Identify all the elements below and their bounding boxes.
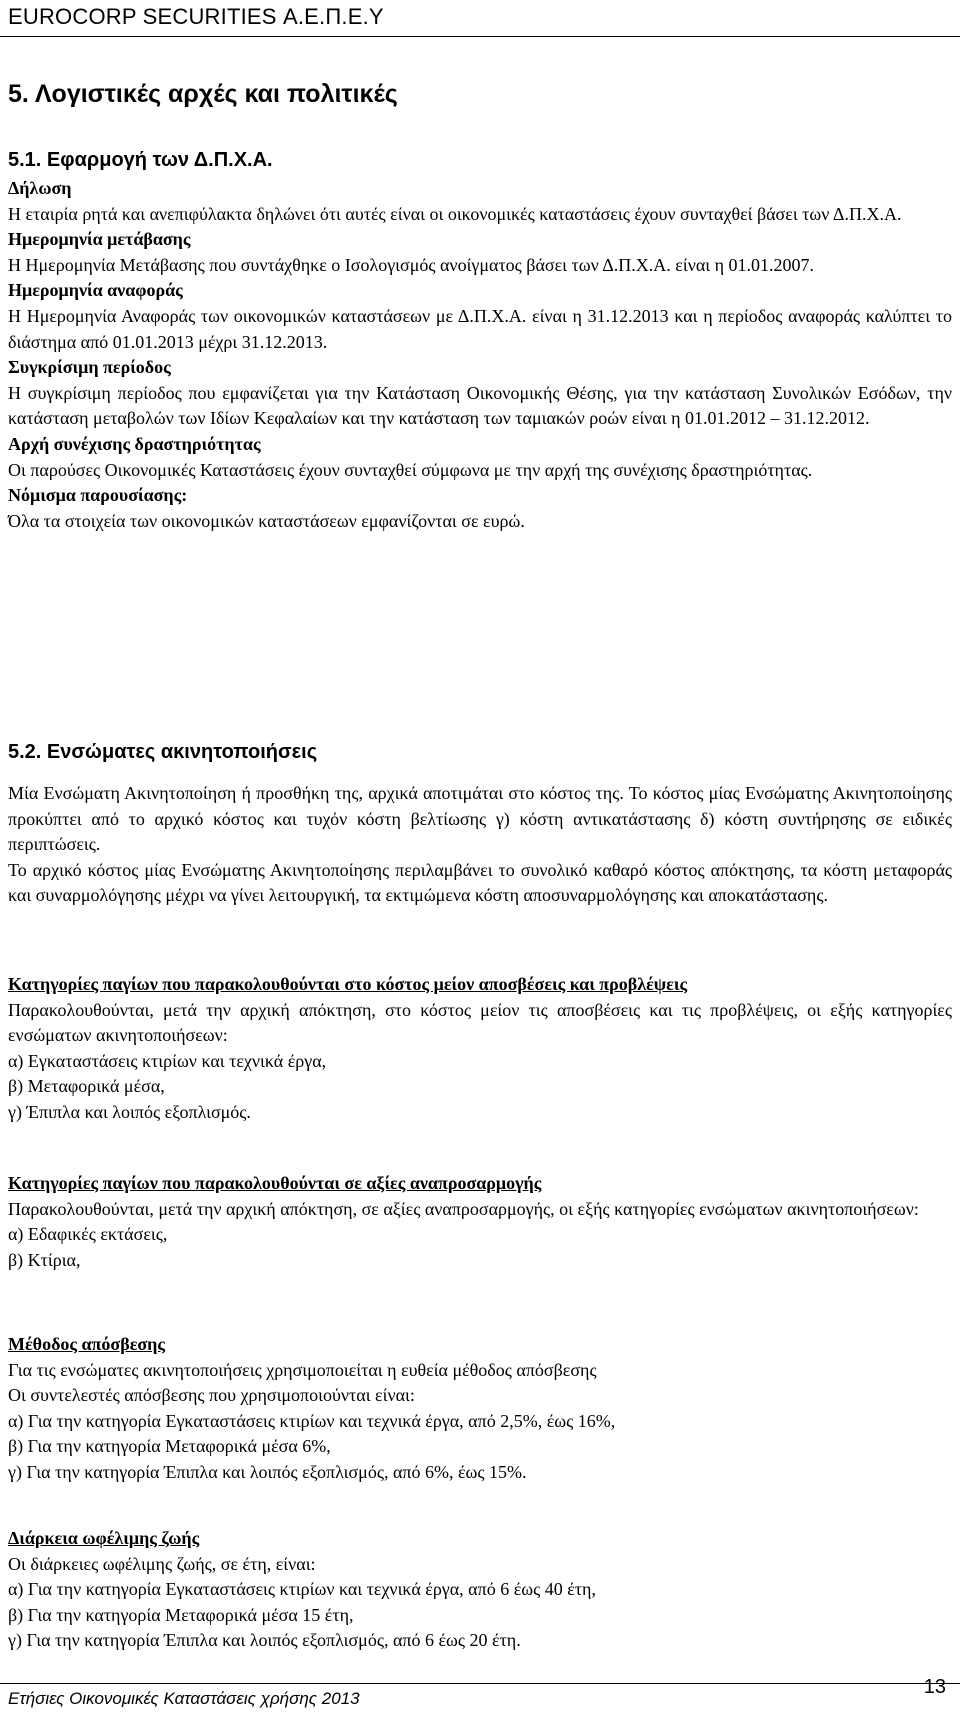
revaluation-item: β) Κτίρια,: [8, 1249, 81, 1270]
depreciation-heading: Μέθοδος απόσβεσης: [8, 1334, 165, 1354]
useful-life-intro: Οι διάρκειες ωφέλιμης ζωής, σε έτη, είναι:: [8, 1553, 316, 1574]
comparative-text: Η συγκρίσιμη περίοδος που εμφανίζεται για την Κατάσταση Οικονομικής Θέσης, για την κατάσταση Συνολικών Εσόδων, την κατάσταση μεταβολών των Ιδίων Κεφαλαίων και την κατάσταση των ταμιακών ροών είναι η 01.01.2012 – 31.12.2012.: [8, 382, 952, 429]
declaration-block: [8, 176, 952, 534]
revaluation-intro: Παρακολουθούνται, μετά την αρχική απόκτηση, σε αξίες αναπροσαρμογής, οι εξής κατηγορίες ενσώματων ακινητοποιήσεων:: [8, 1198, 919, 1219]
transition-text: Η Ημερομηνία Μετάβασης που συντάχθηκε ο Ισολογισμός ανοίγματος βάσει των Δ.Π.Χ.Α. είναι η 01.01.2007.: [8, 254, 815, 275]
cost-model-item: α) Εγκαταστάσεις κτιρίων και τεχνικά έργα,: [8, 1050, 327, 1071]
depreciation-item: γ) Για την κατηγορία Έπιπλα και λοιπός εξοπλισμός, από 6%, έως 15%.: [8, 1461, 527, 1482]
useful-life-item: β) Για την κατηγορία Μεταφορικά μέσα 15 έτη,: [8, 1604, 354, 1625]
tangible-para-2: Το αρχικό κόστος μίας Ενσώματης Ακινητοποίησης περιλαμβάνει το συνολικό καθαρό κόστος απόκτησης, τα κόστη μεταφοράς και συναρμολόγησης μέχρι να γίνει λειτουργική, τα εκτιμώμενα κόστη αποσυναρμολόγησης και αποκατάστασης.: [8, 859, 952, 906]
revaluation-item: α) Εδαφικές εκτάσεις,: [8, 1224, 168, 1245]
footer-rule: [0, 1683, 960, 1684]
header-rule: [0, 36, 960, 37]
depreciation-line-1: Για τις ενσώματες ακινητοποιήσεις χρησιμοποιείται η ευθεία μέθοδος απόσβεσης: [8, 1359, 597, 1380]
revaluation-block: [8, 1171, 952, 1273]
declaration-text: Η εταιρία ρητά και ανεπιφύλακτα δηλώνει ότι αυτές είναι οι οικονομικές καταστάσεις έχουν συνταχθεί βάσει των Δ.Π.Χ.Α.: [8, 203, 902, 224]
reporting-text: Η Ημερομηνία Αναφοράς των οικονομικών καταστάσεων με Δ.Π.Χ.Α. είναι η 31.12.2013 και η περίοδος αναφοράς καλύπτει το διάστημα από 01.01.2013 μέχρι 31.12.2013.: [8, 305, 952, 352]
useful-life-block: [8, 1526, 952, 1654]
cost-model-heading: Κατηγορίες παγίων που παρακολουθούνται στο κόστος μείον αποσβέσεις και προβλέψεις: [8, 974, 688, 994]
revaluation-heading: Κατηγορίες παγίων που παρακολουθούνται σε αξίες αναπροσαρμογής: [8, 1173, 542, 1193]
tangible-assets-block: [8, 781, 952, 909]
cost-model-block: [8, 972, 952, 1126]
useful-life-item: γ) Για την κατηγορία Έπιπλα και λοιπός εξοπλισμός, από 6 έως 20 έτη.: [8, 1630, 521, 1651]
section-5-1-title: 5.1. Εφαρμογή των Δ.Π.Χ.Α.: [8, 149, 273, 171]
currency-text: Όλα τα στοιχεία των οικονομικών καταστάσεων εμφανίζονται σε ευρώ.: [8, 510, 525, 531]
cost-model-item: β) Μεταφορικά μέσα,: [8, 1076, 165, 1097]
section-5-2-title: 5.2. Ενσώματες ακινητοποιήσεις: [8, 741, 318, 763]
depreciation-item: β) Για την κατηγορία Μεταφορικά μέσα 6%,: [8, 1436, 331, 1457]
going-concern-text: Οι παρούσες Οικονομικές Καταστάσεις έχουν συνταχθεί σύμφωνα με την αρχή της συνέχισης δραστηριότητας.: [8, 459, 813, 480]
company-header: EUROCORP SECURITIES Α.Ε.Π.Ε.Υ: [8, 4, 384, 29]
transition-heading: Ημερομηνία μετάβασης: [8, 229, 191, 250]
useful-life-heading: Διάρκεια ωφέλιμης ζωής: [8, 1528, 200, 1548]
tangible-para-1: Μία Ενσώματη Ακινητοποίηση ή προσθήκη της, αρχικά αποτιμάται στο κόστος της. Το κόστος μίας Ενσώματης Ακινητοποίησης προκύπτει από το αρχικό κόστος και τυχόν κόστη βελτίωσης γ) κόστη αντικατάστασης δ) κόστη συντήρησης σε ειδικές περιπτώσεις.: [8, 783, 952, 855]
reporting-heading: Ημερομηνία αναφοράς: [8, 280, 183, 301]
cost-model-item: γ) Έπιπλα και λοιπός εξοπλισμός.: [8, 1101, 251, 1122]
currency-heading: Νόμισμα παρουσίασης:: [8, 485, 188, 506]
section-5-2: [8, 741, 952, 764]
depreciation-item: α) Για την κατηγορία Εγκαταστάσεις κτιρίων και τεχνικά έργα, από 2,5%, έως 16%,: [8, 1410, 616, 1431]
going-concern-heading: Αρχή συνέχισης δραστηριότητας: [8, 433, 261, 454]
useful-life-item: α) Για την κατηγορία Εγκαταστάσεις κτιρίων και τεχνικά έργα, από 6 έως 40 έτη,: [8, 1579, 596, 1600]
section-5-1: [8, 149, 952, 172]
declaration-heading: Δήλωση: [8, 178, 72, 198]
comparative-heading: Συγκρίσιμη περίοδος: [8, 357, 171, 378]
depreciation-block: [8, 1332, 952, 1486]
footer-title: Ετήσιες Οικονομικές Καταστάσεις χρήσης 2013: [8, 1689, 360, 1708]
section-5-title: 5. Λογιστικές αρχές και πολιτικές: [8, 80, 398, 108]
page-number: 13: [923, 1676, 946, 1698]
depreciation-line-2: Οι συντελεστές απόσβεσης που χρησιμοποιούνται είναι:: [8, 1385, 415, 1406]
cost-model-intro: Παρακολουθούνται, μετά την αρχική απόκτηση, στο κόστος μείον τις αποσβέσεις και τις προβλέψεις, οι εξής κατηγορίες ενσώματων ακινητοποιήσεων:: [8, 999, 952, 1046]
